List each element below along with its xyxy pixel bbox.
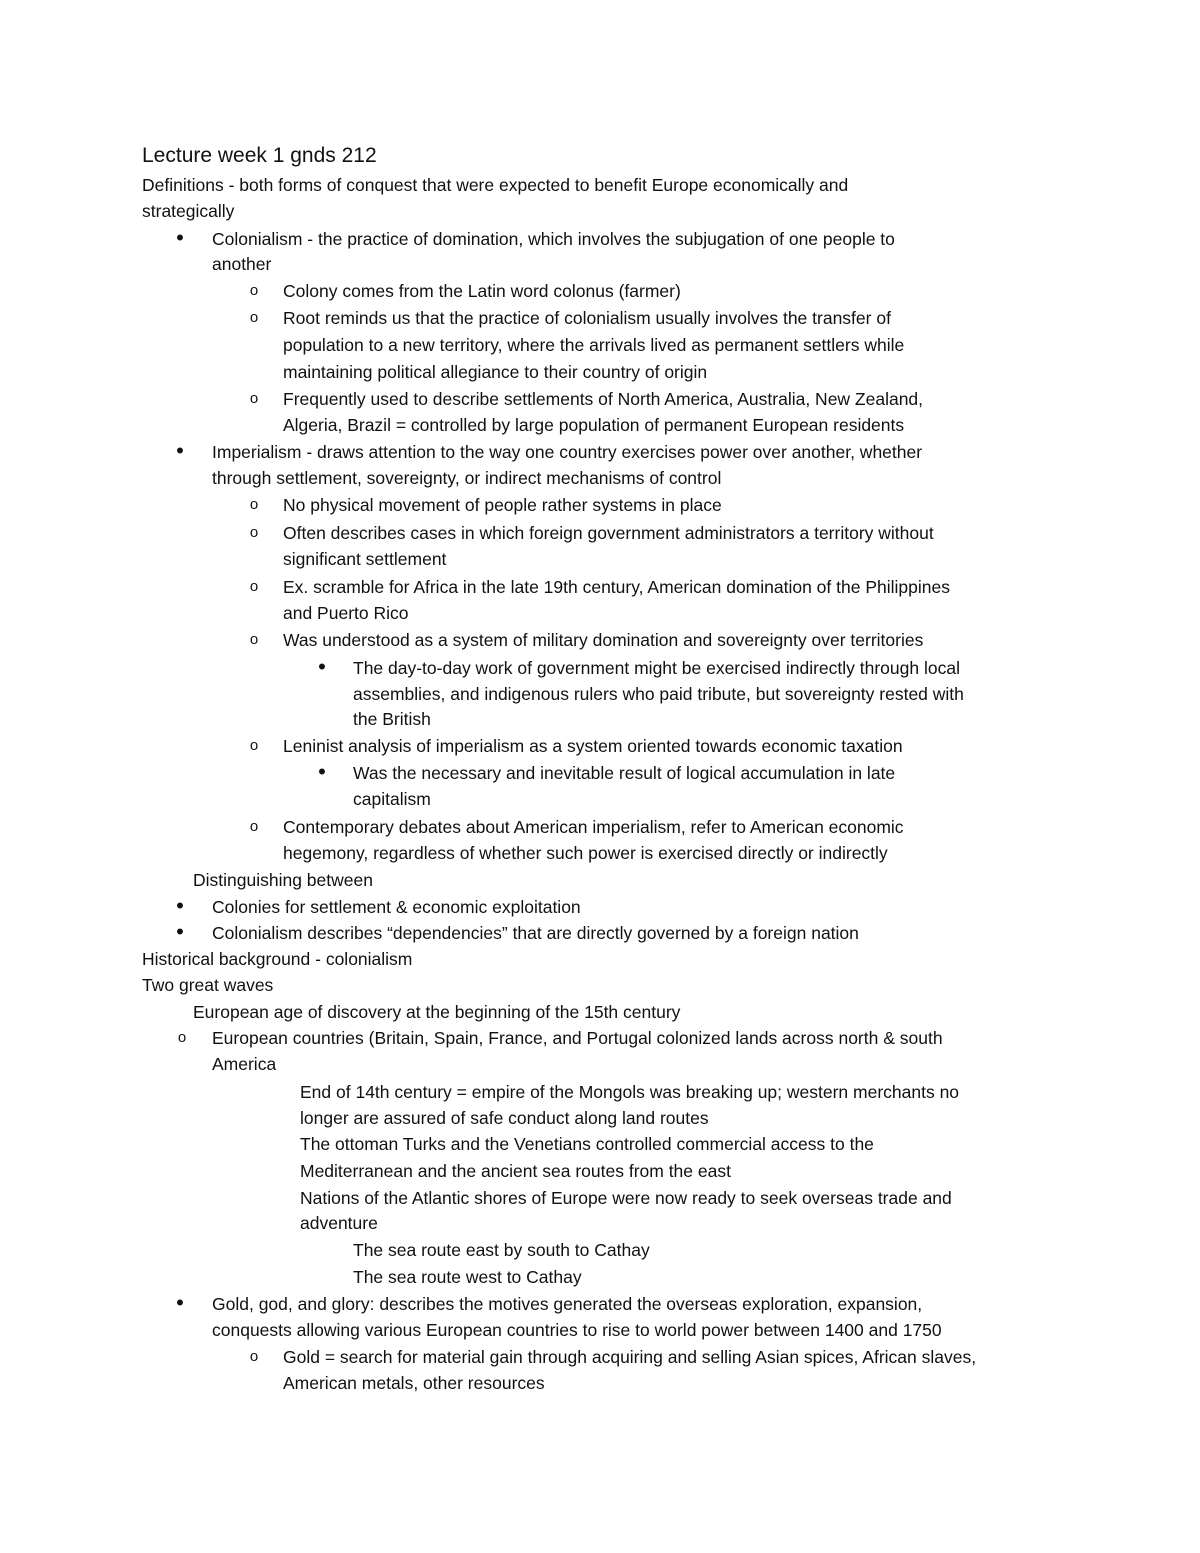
text-line: Distinguishing between: [193, 870, 373, 890]
text-line: strategically: [142, 201, 235, 221]
text-line: Algeria, Brazil = controlled by large population of permanent European residents: [283, 415, 905, 435]
text-line: through settlement, sovereignty, or indirect mechanisms of control: [212, 468, 722, 488]
text-line: Gold, god, and glory: describes the motives generated the overseas exploration, expansion,: [212, 1294, 923, 1314]
text-line: Imperialism - draws attention to the way one country exercises power over another, whether: [212, 442, 923, 462]
circle-marker: o: [249, 578, 259, 595]
text-line: Gold = search for material gain through acquiring and selling Asian spices, African slaves,: [283, 1347, 977, 1367]
text-line: capitalism: [353, 789, 431, 809]
text-line: Colonialism - the practice of domination, which involves the subjugation of one people to: [212, 229, 895, 249]
text-line: Leninist analysis of imperialism as a system oriented towards economic taxation: [283, 736, 903, 756]
text-line: End of 14th century = empire of the Mongols was breaking up; western merchants no: [300, 1082, 960, 1102]
text-line: and Puerto Rico: [283, 603, 409, 623]
text-line: Colony comes from the Latin word colonus (farmer): [283, 281, 681, 301]
circle-marker: o: [249, 282, 259, 299]
circle-marker: o: [249, 524, 259, 541]
bullet-marker: •: [318, 759, 326, 784]
bullet-marker: •: [176, 438, 184, 463]
text-line: conquests allowing various European countries to rise to world power between 1400 and 1750: [212, 1320, 942, 1340]
circle-marker: o: [249, 818, 259, 835]
text-line: Mediterranean and the ancient sea routes from the east: [300, 1161, 731, 1181]
text-line: Contemporary debates about American imperialism, refer to American economic: [283, 817, 904, 837]
text-line: Nations of the Atlantic shores of Europe were now ready to seek overseas trade and: [300, 1188, 952, 1208]
text-line: The sea route west to Cathay: [353, 1267, 582, 1287]
text-line: another: [212, 254, 272, 274]
text-line: Root reminds us that the practice of colonialism usually involves the transfer of: [283, 308, 891, 328]
text-line: adventure: [300, 1213, 378, 1233]
text-line: Was understood as a system of military domination and sovereignty over territories: [283, 630, 924, 650]
text-line: The ottoman Turks and the Venetians controlled commercial access to the: [300, 1134, 874, 1154]
text-line: The sea route east by south to Cathay: [353, 1240, 650, 1260]
text-line: American metals, other resources: [283, 1373, 545, 1393]
bullet-marker: •: [318, 654, 326, 679]
text-line: maintaining political allegiance to their country of origin: [283, 362, 708, 382]
text-line: the British: [353, 709, 431, 729]
text-line: America: [212, 1054, 277, 1074]
text-line: hegemony, regardless of whether such power is exercised directly or indirectly: [283, 843, 888, 863]
text-line: European countries (Britain, Spain, France, and Portugal colonized lands across north & south: [212, 1028, 943, 1048]
text-line: Two great waves: [142, 975, 274, 995]
circle-marker: o: [249, 309, 259, 326]
page-title: Lecture week 1 gnds 212: [142, 144, 377, 167]
text-line: Frequently used to describe settlements of North America, Australia, New Zealand,: [283, 389, 924, 409]
circle-marker: o: [249, 1348, 259, 1365]
circle-marker: o: [249, 631, 259, 648]
text-line: significant settlement: [283, 549, 447, 569]
text-line: longer are assured of safe conduct along land routes: [300, 1108, 709, 1128]
circle-marker: o: [249, 496, 259, 513]
text-line: Ex. scramble for Africa in the late 19th century, American domination of the Philippines: [283, 577, 950, 597]
text-line: population to a new territory, where the arrivals lived as permanent settlers while: [283, 335, 905, 355]
text-line: assemblies, and indigenous rulers who paid tribute, but sovereignty rested with: [353, 684, 964, 704]
text-line: Often describes cases in which foreign government administrators a territory without: [283, 523, 934, 543]
circle-marker: o: [177, 1029, 187, 1046]
text-line: The day-to-day work of government might be exercised indirectly through local: [353, 658, 960, 678]
bullet-marker: •: [176, 893, 184, 918]
bullet-marker: •: [176, 919, 184, 944]
circle-marker: o: [249, 390, 259, 407]
bullet-marker: •: [176, 225, 184, 250]
text-line: Definitions - both forms of conquest that were expected to benefit Europe economically and: [142, 175, 849, 195]
text-line: European age of discovery at the beginning of the 15th century: [193, 1002, 681, 1022]
text-line: Colonialism describes “dependencies” that are directly governed by a foreign nation: [212, 923, 859, 943]
bullet-marker: •: [176, 1290, 184, 1315]
text-line: Colonies for settlement & economic exploitation: [212, 897, 581, 917]
text-line: Was the necessary and inevitable result of logical accumulation in late: [353, 763, 896, 783]
circle-marker: o: [249, 737, 259, 754]
text-line: No physical movement of people rather systems in place: [283, 495, 722, 515]
text-line: Historical background - colonialism: [142, 949, 413, 969]
